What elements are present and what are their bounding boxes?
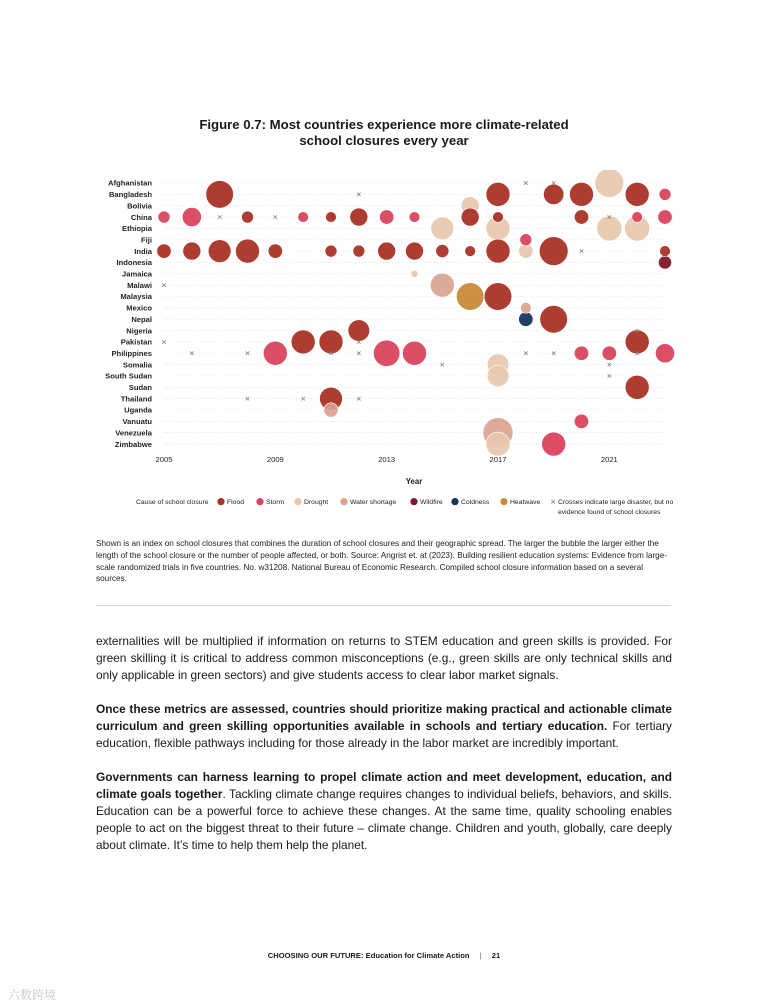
paragraph-2-text: For tertiary education, flexible pathways including for those already in the labor market are incredibly important. [96,719,672,750]
bubble-storm [379,210,393,224]
bubble-flood [543,184,563,204]
bubble-drought [597,216,622,241]
country-label: Indonesia [116,258,152,268]
legend-swatch-storm [256,498,263,505]
legend-cross-marker [551,500,555,504]
bubble-storm [520,234,532,246]
country-label: South Sudan [105,371,152,381]
legend-label-storm: Storm [266,499,285,507]
x-tick-label: 2013 [378,455,396,465]
bubble-flood [465,246,476,257]
bubble-chart [0,170,768,515]
country-label: Ethiopia [122,224,152,234]
bubble-flood [291,330,315,354]
cross-marker [357,351,361,355]
bubble-flood [625,182,649,206]
footer-separator: | [479,951,482,960]
cross-marker [580,249,584,253]
footer-publication: CHOOSING OUR FUTURE: Education for Climate Action [267,951,470,960]
country-labels [105,179,153,449]
bubble-flood [540,305,568,333]
legend-label-wildfire: Wildfire [420,499,443,507]
bubble-drought [519,244,533,258]
cross-marker [274,215,278,219]
country-label: Uganda [124,405,152,415]
bubble-storm [158,211,170,223]
bubble-storm [659,188,671,200]
paragraph-1: externalities will be multiplied if information on returns to STEM education and green skills is provided. For green skilling it is critical to address common misconceptions (e.g., green skills are only technical skills and only applicable in green sectors) and give students access to clear labor market signals. [96,634,672,682]
chart-title-line1: Figure 0.7: Most countries experience more climate-related [199,117,569,132]
legend-swatch-heat [500,498,507,505]
bubble-storm [602,346,616,360]
legend-label-drought: Drought [304,499,329,507]
country-label: Thailand [120,394,152,404]
country-label: Sudan [128,383,152,392]
bubble-water [520,302,531,313]
country-label: Bolivia [127,201,152,211]
legend-cross-note-line2: evidence found of school closures [558,509,661,515]
bubble-flood [242,211,254,223]
legend-swatch-flood [217,498,224,505]
legend [136,498,673,515]
x-tick-label: 2021 [600,455,618,465]
cross-marker [357,397,361,401]
bubble-heat [456,283,484,311]
bubble-flood [570,182,594,206]
chart-title-line2: school closures every year [299,133,469,148]
bubble-drought [431,217,454,240]
bubble-flood [625,330,649,354]
bubble-drought [595,170,624,197]
bubble-flood [268,244,282,258]
bubble-flood [484,283,512,311]
bubble-flood [436,245,449,258]
bubble-flood [208,240,231,263]
bubble-storm [409,212,420,223]
divider [96,605,671,606]
country-label: Afghanistan [108,178,152,188]
country-label: Malawi [127,280,152,290]
country-label: Bangladesh [108,190,152,200]
legend-label-water: Water shortage [350,499,397,507]
bubble-flood [486,182,510,206]
bubbles [157,170,675,456]
page-number: 21 [491,951,501,960]
paragraph-2 [96,701,672,752]
bubble-flood [325,245,337,257]
cross-marker [162,340,166,344]
bubble-flood [493,212,504,223]
bubble-flood [326,212,337,223]
country-label: Somalia [122,360,152,370]
paragraph-2-bold: Once these metrics are assessed, countries should prioritize making practical and actionable climate curriculum and green skilling opportunities available in schools and tertiary education. [96,702,672,733]
legend-cross-note-line1: Crosses indicate large disaster, but no [558,499,674,507]
country-label: Malaysia [120,292,152,302]
bubble-storm [655,344,674,363]
bubble-storm [574,346,588,360]
legend-swatch-drought [294,498,301,505]
bubble-flood [378,242,396,260]
legend-label-heat: Heatwave [510,499,541,507]
country-label: Philippines [111,348,152,358]
crosses [162,181,639,400]
bubble-storm [542,432,566,456]
bubble-flood [319,330,343,354]
bubble-flood [406,242,424,260]
bubble-storm [403,341,427,365]
x-tick-label: 2017 [489,455,507,465]
figure-caption: Shown is an index on school closures that combines the duration of school closures and their geographic spread. The larger the bubble the larger either the length of the school closure or the number of people affected, or both. Source: Angrist et. at (2023). Building resilient education systems: Evidence from large-scale randomized trials in five countries. No. w31208. National Bureau of Economic Research. Compiled school closure information based on a several sources. [96,539,668,584]
legend-label-cold: Coldness [461,499,490,507]
bubble-storm [298,212,309,223]
bubble-storm [182,207,201,226]
watermark: 六数跨境 [8,988,57,1002]
legend-label-flood: Flood [227,499,245,507]
bubble-storm [658,210,672,224]
country-label: Pakistan [120,337,152,347]
bubble-water [430,273,454,297]
bubble-storm [632,212,643,223]
bubble-drought [487,365,509,387]
cross-marker [357,193,361,197]
country-label: Vanuatu [122,417,152,427]
bubble-flood [206,181,234,209]
page-footer [0,951,768,960]
country-label: Zimbabwe [114,439,152,449]
bubble-water [324,403,338,417]
country-label: Venezuela [115,428,152,438]
bubble-wildfire [658,256,671,269]
legend-title: Cause of school closure [136,499,209,507]
cross-marker [301,397,305,401]
bubble-flood [486,239,510,263]
bubble-flood [461,208,479,226]
country-label: India [134,246,152,256]
x-tick-label: 2005 [155,455,173,465]
bubble-storm [373,340,399,366]
country-label: China [130,212,152,222]
bubble-flood [353,245,365,257]
country-label: Nigeria [126,326,152,336]
bubble-drought [411,270,418,277]
legend-swatch-wildfire [410,498,417,505]
bubble-flood [660,246,671,257]
chart-title [0,117,768,149]
legend-swatch-water [340,498,347,505]
legend-swatch-cold [451,498,458,505]
country-label: Fiji [141,235,152,245]
paragraph-3-text: . Tackling climate change requires changes to individual beliefs, behaviors, and skills. Education can be a powerful force to achieve these changes. At the same time, quality schooling enables people to act on the biggest threat to their future – climate change. Children and youth, globally, care deeply about climate. It’s time to help them help the planet. [96,787,672,852]
cross-marker [162,283,166,287]
bubble-flood [350,208,368,226]
country-label: Mexico [126,303,152,313]
bubble-storm [263,341,287,365]
country-label: Nepal [131,314,152,324]
country-label: Jamaica [122,269,152,279]
bubble-flood [236,239,260,263]
bubble-storm [574,414,588,428]
paragraph-3-bold: Governments can harness learning to propel climate action and meet development, education, and climate goals together [96,770,672,801]
bubble-flood [539,237,568,266]
x-tick-label: 2009 [266,455,284,465]
paragraph-3 [96,769,672,854]
bubble-flood [183,242,201,260]
bubble-flood [574,210,588,224]
x-axis-title: Year [405,477,423,487]
bubble-flood [348,320,370,342]
bubble-cold [519,312,533,326]
x-axis [156,455,618,486]
body-text [96,633,672,871]
bubble-flood [157,244,171,258]
bubble-flood [625,375,649,399]
cross-marker [190,351,194,355]
bubble-drought [486,432,510,456]
